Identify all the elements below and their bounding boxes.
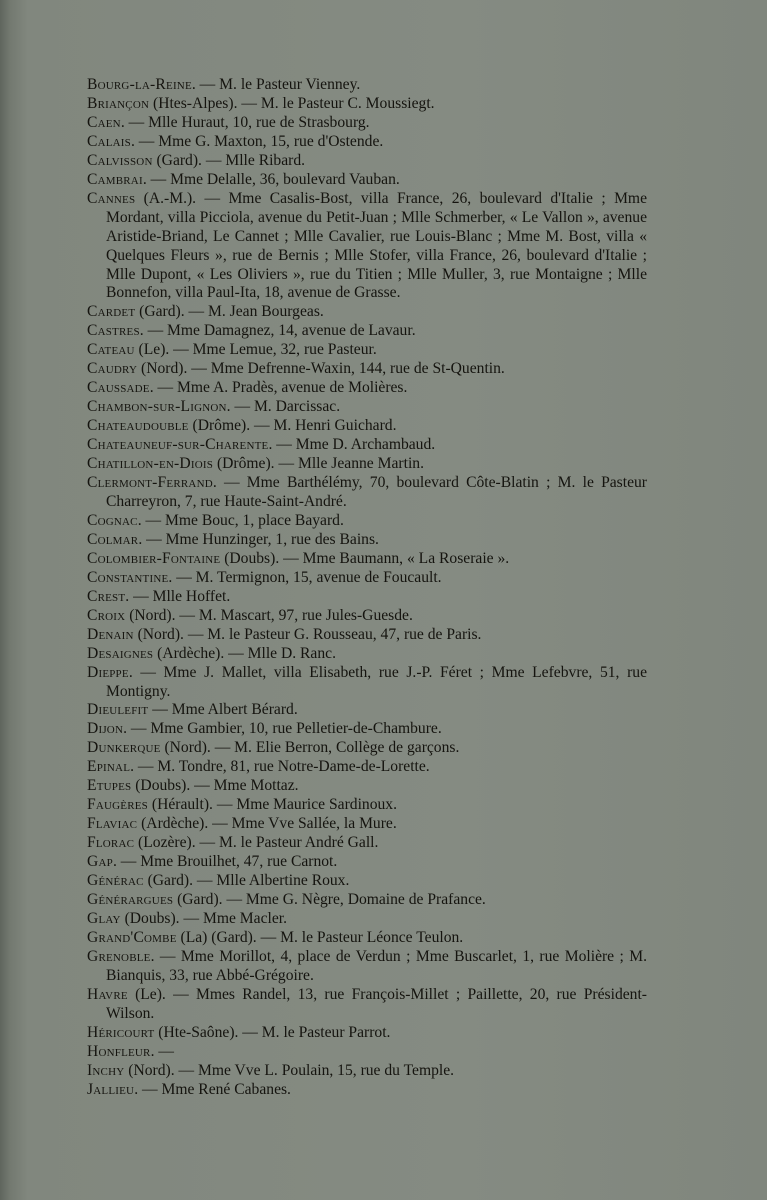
list-entry — [87, 607, 647, 626]
list-entry — [87, 341, 647, 360]
entry-place: Clermont-Ferrand — [87, 474, 213, 492]
entry-text: (Le). — Mmes Randel, 13, rue François-Millet ; Paillette, 20, rue Président-Wilson. — [106, 985, 647, 1022]
entry-text: (Hérault). — Mme Maurice Sardinoux. — [148, 796, 397, 814]
list-entry — [87, 190, 647, 304]
list-entry — [87, 872, 647, 891]
entry-place: Havre — [87, 985, 128, 1003]
entry-text: . — Mme J. Mallet, villa Elisabeth, rue J.-P. Féret ; Mme Lefebvre, 51, rue Montigny. — [106, 663, 647, 700]
entry-text: (Nord). — M. le Pasteur G. Rousseau, 47, rue de Paris. — [133, 625, 482, 643]
entry-text: . — — [150, 1042, 174, 1060]
list-entry — [87, 701, 647, 720]
entry-place: Calais — [87, 132, 131, 150]
address-list — [87, 76, 647, 1099]
list-entry — [87, 114, 647, 133]
entry-place: Chateauneuf-sur-Charente — [87, 436, 269, 454]
list-entry — [87, 891, 647, 910]
entry-place: Jallieu — [87, 1080, 135, 1098]
entry-place: Dijon — [87, 720, 124, 738]
entry-place: Cognac — [87, 511, 138, 529]
list-entry — [87, 95, 647, 114]
list-entry — [87, 474, 647, 512]
list-entry — [87, 303, 647, 322]
list-entry — [87, 815, 647, 834]
entry-place: Cardet — [87, 303, 136, 321]
entry-text: — Mme Albert Bérard. — [148, 701, 298, 719]
list-entry — [87, 322, 647, 341]
entry-place: Cannes — [87, 189, 136, 207]
entry-text: (A.-M.). — Mme Casalis-Bost, villa France, 26, boulevard d'Italie ; Mme Mordant, villa Picciola, avenue du Petit-Juan ; Mlle Schmerber, « Le Vallon », avenue Aristide-Briand, Le Cannet ; Mlle Cavalier, rue Louis-Blanc ; Mme M. Bost, villa « Quelques Fleurs », rue de Bernis ; Mlle Stofer, villa France, 26, boulevard d'Italie ; Mlle Dupont, « Les Oliviers », rue du Titien ; Mlle Muller, 3, rue Montaigne ; Mlle Bonnefon, villa Paul-Ita, 18, avenue de Grasse. — [106, 189, 647, 302]
list-entry — [87, 455, 647, 474]
list-entry — [87, 720, 647, 739]
entry-text: (Le). — Mme Lemue, 32, rue Pasteur. — [134, 341, 377, 359]
entry-place: Briançon — [87, 94, 150, 112]
entry-text: (Drôme). — M. Henri Guichard. — [188, 417, 397, 435]
list-entry — [87, 739, 647, 758]
entry-text: . — Mme Barthélémy, 70, boulevard Côte-Blatin ; M. le Pasteur Charreyron, 7, rue Haute-Saint-André. — [106, 474, 647, 510]
entry-place: Héricourt — [87, 1023, 155, 1041]
entry-place: Calvisson — [87, 151, 153, 169]
entry-place: Faugères — [87, 796, 148, 814]
entry-place: Cambrai — [87, 170, 143, 188]
entry-place: Cateau — [87, 341, 135, 359]
entry-place: Caudry — [87, 360, 138, 378]
entry-place: Colmar — [87, 530, 139, 548]
entry-place: Inchy — [87, 1061, 125, 1079]
entry-place: Grenoble — [87, 947, 151, 965]
list-entry — [87, 152, 647, 171]
entry-place: Crest — [87, 587, 126, 605]
list-entry — [87, 512, 647, 531]
entry-place: Castres — [87, 322, 140, 340]
list-entry — [87, 853, 647, 872]
entry-text: (Gard). — M. Jean Bourgeas. — [135, 303, 324, 321]
entry-text: . — Mme Morillot, 4, place de Verdun ; Mme Buscarlet, 1, rue Molière ; M. Bianquis, 33, rue Abbé-Grégoire. — [106, 947, 647, 984]
entry-text: . — Mme D. Archambaud. — [268, 436, 436, 454]
entry-place: Caen — [87, 113, 121, 131]
entry-text: (Nord). — M. Mascart, 97, rue Jules-Guesde. — [125, 606, 413, 624]
list-entry — [87, 948, 647, 986]
entry-text: (Ardèche). — Mme Vve Sallée, la Mure. — [137, 815, 397, 833]
list-entry — [87, 1043, 647, 1062]
entry-text: (Nord). — M. Elie Berron, Collège de garçons. — [160, 739, 460, 757]
entry-place: Flaviac — [87, 815, 138, 833]
entry-text: (Nord). — Mme Vve L. Poulain, 15, rue du Temple. — [124, 1061, 455, 1079]
entry-text: (Lozère). — M. le Pasteur André Gall. — [134, 834, 379, 852]
entry-text: . — M. le Pasteur Vienney. — [191, 76, 361, 93]
entry-place: Bourg-la-Reine — [87, 76, 192, 93]
list-entry — [87, 398, 647, 417]
list-entry — [87, 379, 647, 398]
list-entry — [87, 133, 647, 152]
entry-text: . — M. Termignon, 15, avenue de Foucault. — [168, 568, 442, 586]
entry-text: . — Mme Damagnez, 14, avenue de Lavaur. — [139, 322, 416, 340]
list-entry — [87, 1024, 647, 1043]
entry-place: Denain — [87, 625, 134, 643]
list-entry — [87, 910, 647, 929]
list-entry — [87, 664, 647, 702]
entry-place: Dunkerque — [87, 739, 161, 757]
list-entry — [87, 360, 647, 379]
entry-place: Dieppe — [87, 663, 129, 681]
entry-place: Croix — [87, 606, 126, 624]
entry-place: Caussade — [87, 379, 150, 397]
entry-place: Colombier-Fontaine — [87, 549, 221, 567]
list-entry — [87, 569, 647, 588]
list-entry — [87, 929, 647, 948]
list-entry — [87, 626, 647, 645]
entry-text: . — Mlle Huraut, 10, rue de Strasbourg. — [120, 113, 370, 131]
list-entry — [87, 777, 647, 796]
entry-text: (Doubs). — Mme Macler. — [120, 909, 287, 927]
entry-text: (Gard). — Mlle Albertine Roux. — [143, 872, 350, 890]
entry-place: Générac — [87, 872, 144, 890]
list-entry — [87, 436, 647, 455]
list-entry — [87, 1062, 647, 1081]
entry-text: . — Mme Bouc, 1, place Bayard. — [137, 511, 344, 529]
entry-place: Dieulefit — [87, 701, 149, 719]
entry-place: Chambon-sur-Lignon — [87, 398, 227, 416]
entry-text: . — Mme René Cabanes. — [134, 1080, 291, 1098]
entry-place: Générargues — [87, 890, 174, 908]
entry-place: Gap — [87, 853, 113, 871]
list-entry — [87, 171, 647, 190]
list-entry — [87, 834, 647, 853]
entry-place: Constantine — [87, 568, 169, 586]
entry-text: (Doubs). — Mme Mottaz. — [131, 777, 299, 795]
list-entry — [87, 645, 647, 664]
entry-text: . — Mme G. Maxton, 15, rue d'Ostende. — [131, 132, 384, 150]
entry-text: (Gard). — Mlle Ribard. — [152, 151, 306, 169]
list-entry — [87, 76, 647, 95]
entry-text: (La) (Gard). — M. le Pasteur Léonce Teulon. — [176, 928, 464, 946]
entry-text: (Doubs). — Mme Baumann, « La Roseraie ». — [220, 549, 510, 567]
entry-place: Epinal — [87, 758, 131, 776]
list-entry — [87, 758, 647, 777]
entry-text: . — Mme Delalle, 36, boulevard Vauban. — [142, 170, 400, 188]
entry-text: (Drôme). — Mlle Jeanne Martin. — [213, 455, 424, 473]
entry-place: Glay — [87, 909, 121, 927]
entry-text: . — Mme Hunzinger, 1, rue des Bains. — [138, 530, 379, 548]
entry-place: Honfleur — [87, 1042, 151, 1060]
list-entry — [87, 588, 647, 607]
entry-place: Grand'Combe — [87, 928, 177, 946]
entry-place: Chateaudouble — [87, 417, 189, 435]
entry-text: . — Mme Gambier, 10, rue Pelletier-de-Chambure. — [123, 720, 442, 738]
entry-text: . — M. Darcissac. — [226, 398, 341, 416]
entry-text: (Gard). — Mme G. Nègre, Domaine de Prafance. — [173, 890, 486, 908]
entry-text: . — M. Tondre, 81, rue Notre-Dame-de-Lorette. — [130, 758, 430, 776]
list-entry — [87, 796, 647, 815]
entry-text: (Hte-Saône). — M. le Pasteur Parrot. — [154, 1023, 391, 1041]
entry-place: Chatillon-en-Diois — [87, 455, 214, 473]
entry-place: Desaignes — [87, 644, 154, 662]
list-entry — [87, 550, 647, 569]
entry-text: (Nord). — Mme Defrenne-Waxin, 144, rue de St-Quentin. — [137, 360, 505, 378]
entry-place: Florac — [87, 834, 135, 852]
entry-text: . — Mme Brouilhet, 47, rue Carnot. — [112, 853, 338, 871]
list-entry — [87, 1081, 647, 1100]
list-entry — [87, 417, 647, 436]
entry-text: (Htes-Alpes). — M. le Pasteur C. Moussiegt. — [149, 94, 435, 112]
list-entry — [87, 986, 647, 1024]
entry-text: . — Mlle Hoffet. — [125, 587, 231, 605]
entry-text: (Ardèche). — Mlle D. Ranc. — [153, 644, 336, 662]
entry-text: . — Mme A. Pradès, avenue de Molières. — [149, 379, 408, 397]
list-entry — [87, 531, 647, 550]
entry-place: Etupes — [87, 777, 132, 795]
